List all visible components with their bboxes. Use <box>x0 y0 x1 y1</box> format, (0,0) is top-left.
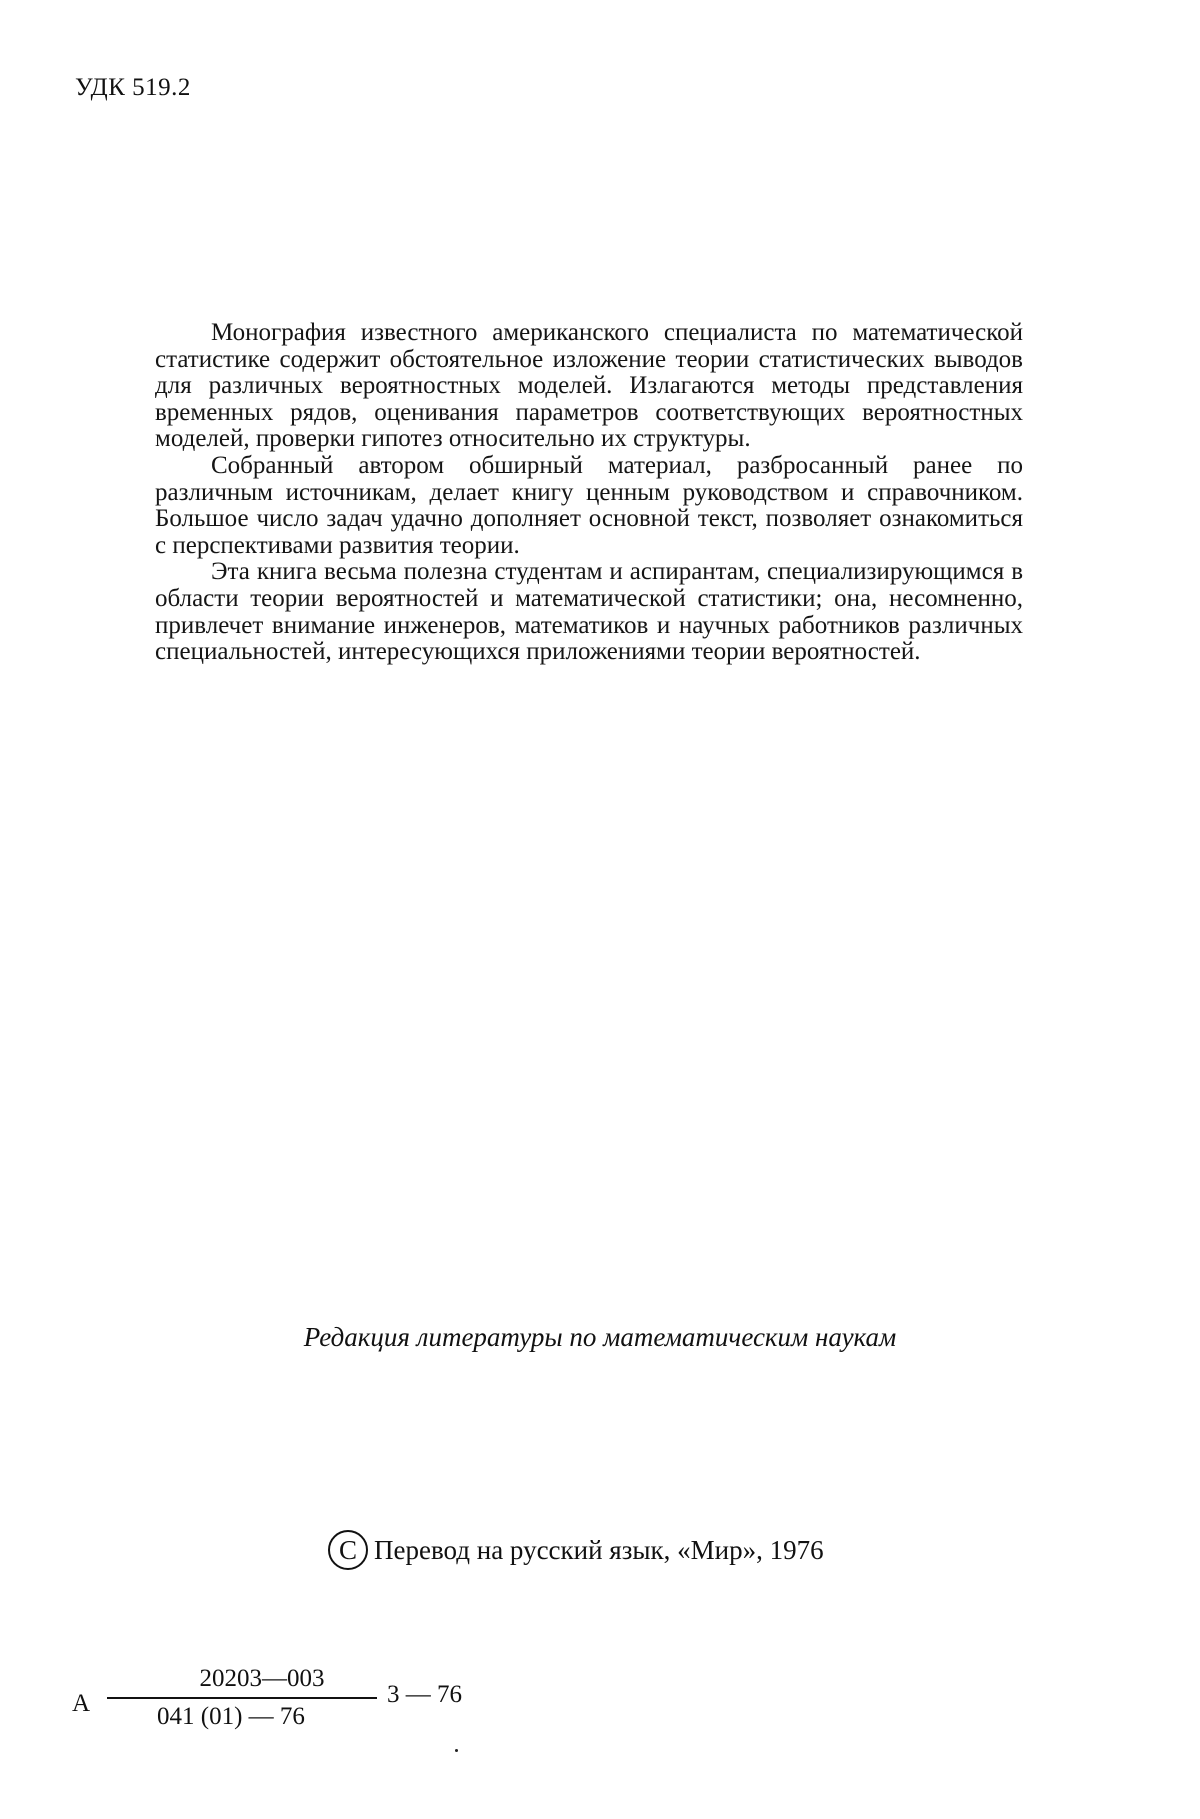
book-annotation <box>155 320 1023 666</box>
copyright-icon: C <box>328 1530 368 1570</box>
udk-classification: УДК 519.2 <box>75 74 191 101</box>
annotation-paragraph-1: Монография известного американского специалиста по математической статистике содержит обстоятельное изложение теории статистических выводов для различных вероятностных моделей. Излагаются методы представления временных рядов, оценивания параметров соответствующих вероятностных моделей, проверки гипотез относительно их структуры. <box>155 319 1023 453</box>
code-letter: А <box>72 1690 91 1717</box>
code-numerator: 20203—003 <box>199 1665 325 1692</box>
copyright-notice <box>328 1530 824 1570</box>
annotation-paragraph-2: Собранный автором обширный материал, разбросанный ранее по различным источникам, делает книгу ценным руководством и справочником. Большое число задач удачно дополняет основной текст, позволяет ознакомиться с перспективами развития теории. <box>155 451 1023 559</box>
fraction-bar <box>107 1697 377 1699</box>
code-suffix: 3 — 76 <box>387 1681 462 1708</box>
annotation-paragraph-3: Эта книга весьма полезна студентам и аспирантам, специализирующимся в области теории вероятностей и математической статистики; она, несомненно, привлечет внимание инженеров, математиков и научных работников различных специальностей, интересующихся приложениями теории вероятностей. <box>155 558 1023 666</box>
copyright-text: Перевод на русский язык, «Мир», 1976 <box>374 1534 824 1565</box>
code-denominator: 041 (01) — 76 <box>157 1703 305 1730</box>
editorial-office-line: Редакция литературы по математическим наукам <box>303 1322 897 1352</box>
code-fraction <box>107 1665 377 1731</box>
print-speck <box>455 1749 458 1752</box>
